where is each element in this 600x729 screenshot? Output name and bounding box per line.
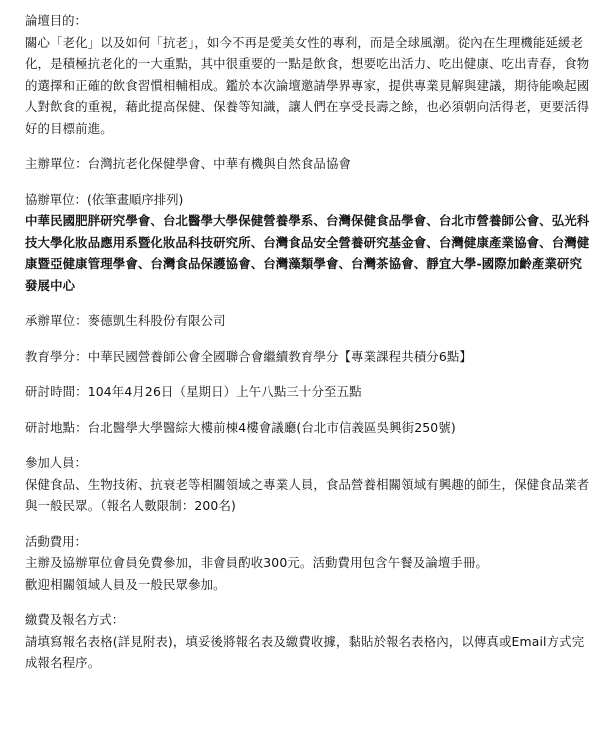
- section-registration: [25, 609, 590, 674]
- credits-text: 教育學分：中華民國營養師公會全國聯合會繼續教育學分【專業課程共積分6點】: [25, 348, 472, 364]
- registration-body: 請填寫報名表格(詳見附表)，填妥後將報名表及繳費收據，黏貼於報名表格內，以傳真或Email方式完成報名程序。: [25, 633, 585, 670]
- venue-text: 研討地點：台北醫學大學醫綜大樓前棟4樓會議廳(台北市信義區吳興街250號): [25, 419, 456, 435]
- section-organizer: [25, 310, 590, 332]
- section-purpose: [25, 10, 590, 139]
- fee-line-1: 主辦及協辦單位會員免費參加，非會員酌收300元。活動費用包含午餐及論壇手冊。: [25, 555, 489, 570]
- host-text: 主辦單位：台灣抗老化保健學會、中華有機與自然食品協會: [25, 156, 352, 171]
- section-time: [25, 381, 590, 403]
- co-host-body: 中華民國肥胖研究學會、台北醫學大學保健營養學系、台灣保健食品學會、台北市營養師公會、弘光科技大學化妝品應用系暨化妝品科技研究所、台灣食品安全營養研究基金會、台灣健康產業協會、台灣健康暨亞健康管理學會、台灣食品保護協會、台灣藻類學會、台灣茶協會、靜宜大學-國際加齡產業研究發展中心: [25, 213, 590, 293]
- participants-body: 保健食品、生物技術、抗衰老等相關領域之專業人員，食品營養相關領域有興趣的師生，保健食品業者與一般民眾。（報名人數限制：200名): [25, 476, 590, 513]
- section-co-host: [25, 189, 590, 297]
- section-credits: [25, 346, 590, 368]
- registration-title: 繳費及報名方式：: [25, 612, 125, 627]
- participants-title: 參加人員：: [25, 455, 87, 470]
- fee-line-2: 歡迎相關領域人員及一般民眾參加。: [25, 576, 226, 592]
- co-host-title: 協辦單位：(依筆畫順序排列): [25, 191, 184, 207]
- section-fee: [25, 531, 590, 596]
- purpose-title: 論壇目的：: [25, 13, 87, 28]
- fee-title: 活動費用：: [25, 533, 87, 549]
- purpose-body: 關心「老化」以及如何「抗老」，如今不再是愛美女性的專利，而是全球風潮。從內在生理機能延緩老化，是積極抗老化的一大重點，其中很重要的一點是飲食，想要吃出活力、吃出健康、吃出青春，食物的選擇和正確的飲食習慣相輔相成。鑑於本次論壇邀請學界專家，提供專業見解與建議，期待能喚起國人對飲食的重視，藉此提高保健、保養等知識，讓人們在享受長壽之餘，也必須朝向活得老，更要活得好的目標前進。: [25, 34, 590, 136]
- organizer-text: 承辦單位：麥德凱生科股份有限公司: [25, 313, 226, 328]
- section-host: [25, 153, 590, 175]
- section-participants: [25, 452, 590, 517]
- section-venue: [25, 417, 590, 439]
- time-text: 研討時間：104年4月26日（星期日）上午八點三十分至五點: [25, 384, 362, 399]
